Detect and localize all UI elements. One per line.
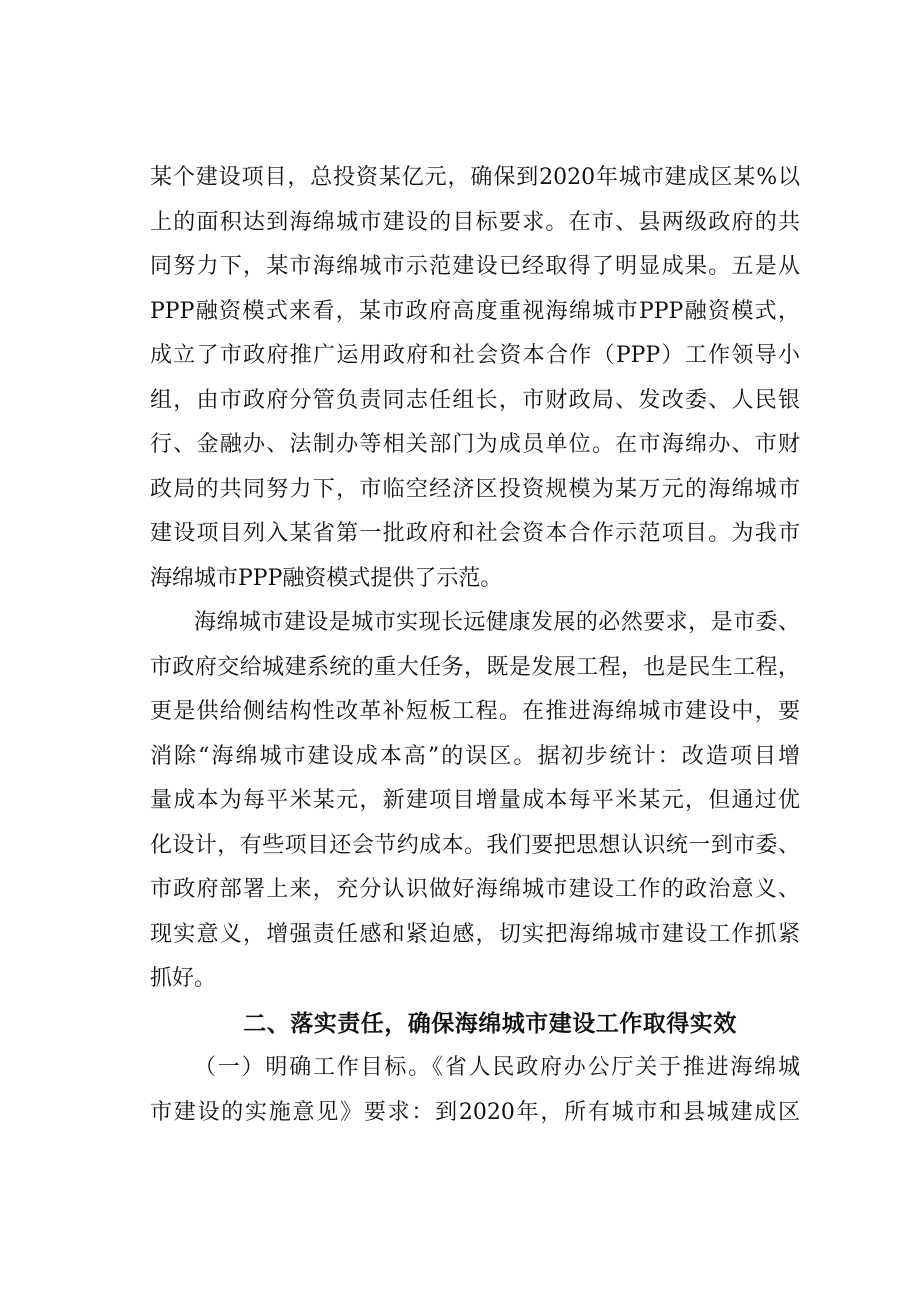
text-line: 量成本为每平米某元，新建项目增量成本每平米某元，但通过优 [150, 788, 800, 813]
text-line: 化设计，有些项目还会节约成本。我们要把思想认识统一到市委、 [150, 832, 800, 858]
text-line: 某个建设项目，总投资某亿元，确保到2020年城市建成区某%以 [150, 165, 800, 190]
text-line: （一）明确工作目标。《省人民政府办公厅关于推进海绵城 [194, 1055, 800, 1080]
text-line: 行、金融办、法制办等相关部门为成员单位。在市海绵办、市财 [150, 432, 800, 457]
paragraph-sponge-city-importance [150, 601, 800, 1002]
text-line: 海绵城市建设是城市实现长远健康发展的必然要求，是市委、 [194, 610, 800, 635]
text-line: 市建设的实施意见》要求：到2020年，所有城市和县城建成区 [150, 1099, 800, 1125]
paragraph-work-goals [150, 1046, 800, 1135]
text-line: 现实意义，增强责任感和紧迫感，切实把海绵城市建设工作抓紧 [150, 921, 800, 947]
text-line: 更是供给侧结构性改革补短板工程。在推进海绵城市建设中，要 [150, 699, 800, 724]
text-line: 上的面积达到海绵城市建设的目标要求。在市、县两级政府的共 [150, 209, 800, 235]
text-line: 抓好。 [150, 966, 217, 991]
document-page [150, 156, 800, 1135]
text-line: 海绵城市PPP融资模式提供了示范。 [150, 565, 503, 591]
section-heading: 二、落实责任，确保海绵城市建设工作取得实效 [243, 1010, 737, 1037]
paragraph-ppp-financing [150, 156, 800, 601]
text-line: 组，由市政府分管负责同志任组长，市财政局、发改委、人民银 [150, 387, 800, 413]
text-line: 市政府交给城建系统的重大任务，既是发展工程，也是民生工程， [150, 654, 800, 680]
text-line: 建设项目列入某省第一批政府和社会资本合作示范项目。为我市 [150, 521, 800, 546]
text-line: 政局的共同努力下，市临空经济区投资规模为某万元的海绵城市 [150, 476, 800, 502]
text-line: 消除“海绵城市建设成本高”的误区。据初步统计：改造项目增 [150, 743, 800, 769]
text-line: 同努力下，某市海绵城市示范建设已经取得了明显成果。五是从 [150, 254, 800, 279]
text-line: 成立了市政府推广运用政府和社会资本合作（PPP）工作领导小 [150, 343, 800, 368]
text-line: 市政府部署上来，充分认识做好海绵城市建设工作的政治意义、 [150, 877, 800, 902]
text-line: PPP融资模式来看，某市政府高度重视海绵城市PPP融资模式， [150, 298, 800, 324]
